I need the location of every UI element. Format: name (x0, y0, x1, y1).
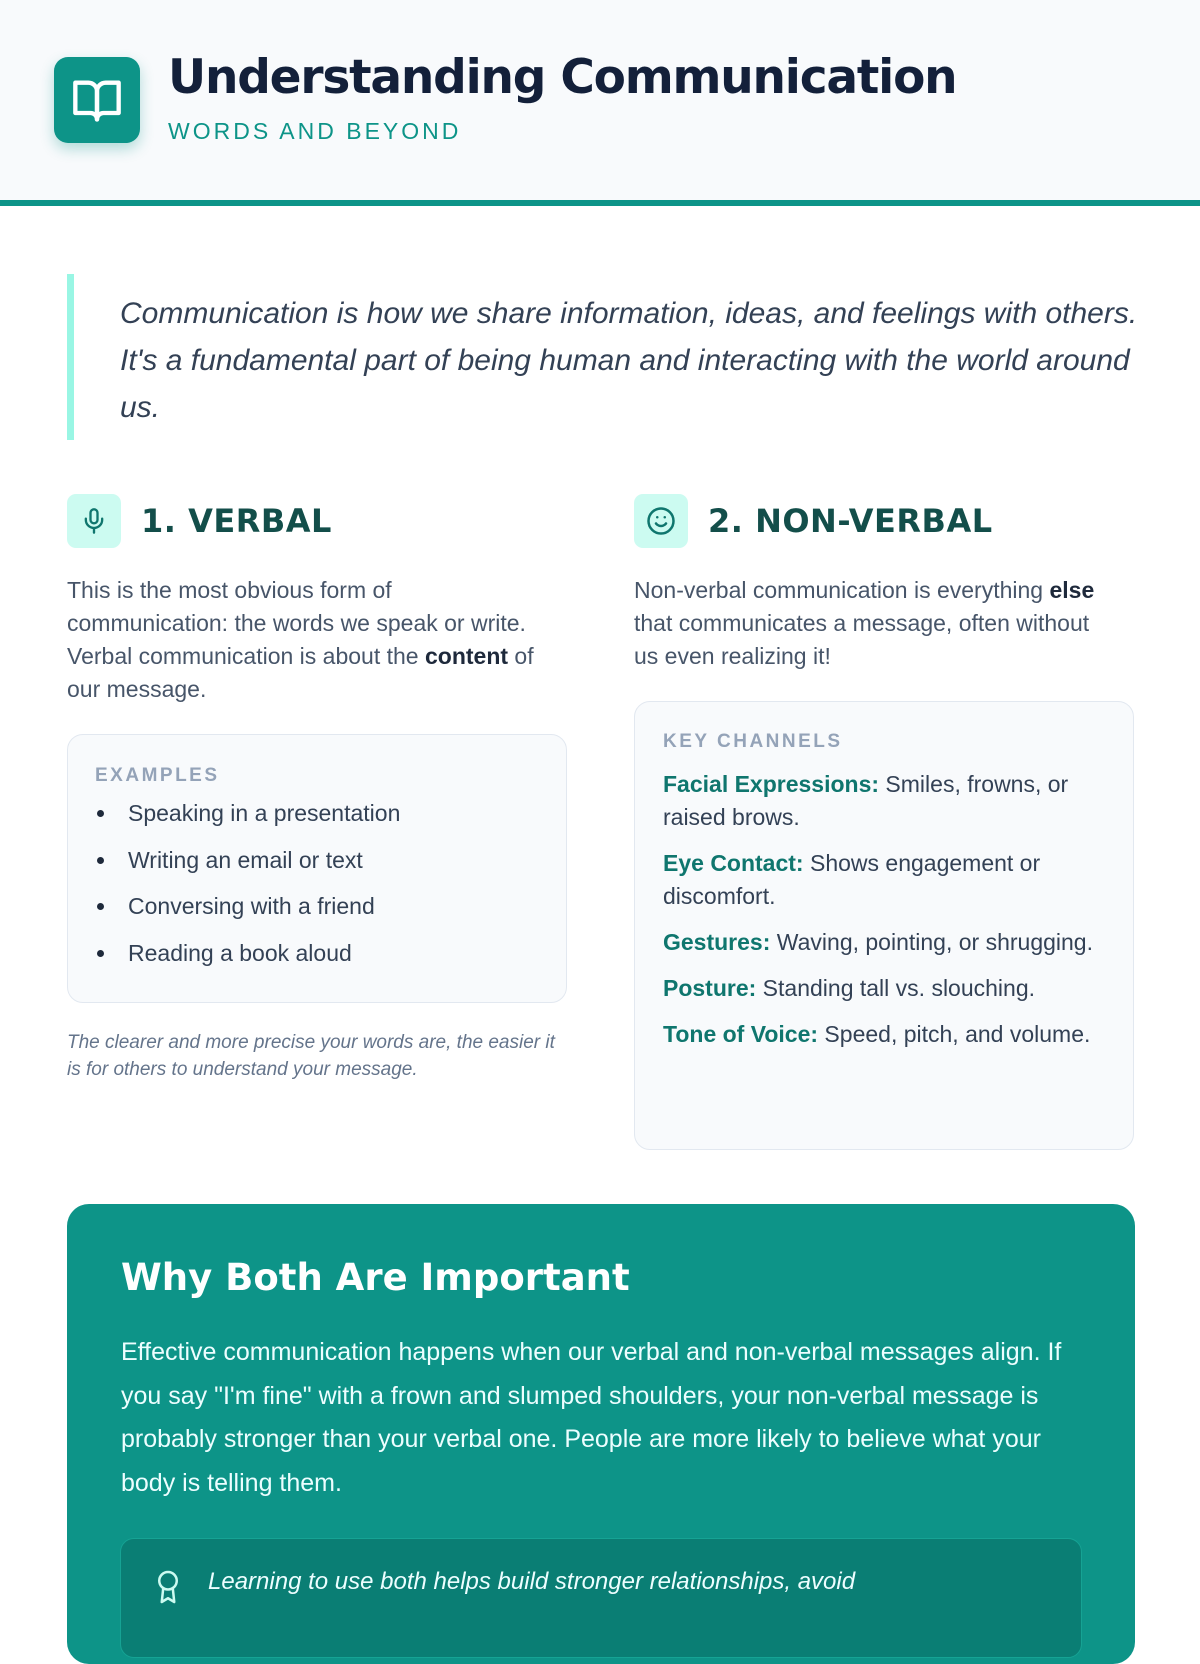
channel-name: Tone of Voice: (663, 1021, 819, 1047)
microphone-icon (67, 494, 121, 548)
channel-item (663, 926, 1107, 959)
channel-desc: Waving, pointing, or shrugging. (770, 929, 1093, 955)
verbal-text-part: This is the most obvious form of communication: the words we speak or write. Verbal communication is about the (67, 577, 526, 669)
verbal-text-emphasis: content (424, 643, 509, 669)
channel-name: Gestures: (663, 929, 771, 955)
intro-text: Communication is how we share information, ideas, and feelings with others. It's a fundamental part of being human and interacting with the world around us. (120, 297, 1138, 424)
page-subtitle: WORDS AND BEYOND (168, 118, 462, 144)
award-ribbon-icon (153, 1569, 183, 1610)
verbal-heading (67, 494, 332, 548)
nonverbal-title: 2. NON-VERBAL (708, 502, 993, 540)
verbal-description (67, 574, 542, 706)
channel-desc: Speed, pitch, and volume. (818, 1021, 1091, 1047)
smiley-face-icon (634, 494, 688, 548)
channel-item (663, 768, 1107, 834)
examples-label: EXAMPLES (95, 765, 220, 786)
channel-desc: Shows engagement or discomfort. (663, 850, 1041, 909)
importance-text: Effective communication happens when our verbal and non-verbal messages align. If you say "I'm fine" with a frown and slumped shoulders, your non-verbal message is probably stronger than your verbal one. People are more likely to believe what your body is telling them. (121, 1338, 1062, 1497)
tip-text: Learning to use both helps build stronger relationships, avoid (208, 1568, 856, 1595)
nonverbal-text-part: that communicates a message, often without us even realizing it! (634, 610, 1090, 669)
channels-label: KEY CHANNELS (663, 731, 843, 752)
page-title: Understanding Communication (168, 50, 957, 105)
importance-title: Why Both Are Important (121, 1256, 630, 1299)
examples-box (67, 734, 567, 1003)
channel-desc: Standing tall vs. slouching. (756, 975, 1036, 1001)
channel-name: Facial Expressions: (663, 771, 880, 797)
list-item: Reading a book aloud (95, 937, 540, 984)
nonverbal-description (634, 574, 1114, 673)
examples-list (95, 797, 540, 983)
channel-item (663, 972, 1107, 1005)
intro-quote (67, 274, 1142, 440)
verbal-title: 1. VERBAL (141, 502, 332, 540)
list-item: Speaking in a presentation (95, 797, 540, 844)
page-header (0, 0, 1200, 206)
channel-name: Eye Contact: (663, 850, 804, 876)
list-item: Writing an email or text (95, 844, 540, 891)
book-open-icon (54, 57, 140, 143)
importance-panel (67, 1204, 1135, 1664)
list-item: Conversing with a friend (95, 890, 540, 937)
channel-item (663, 847, 1107, 913)
channel-name: Posture: (663, 975, 757, 1001)
tip-callout (120, 1538, 1082, 1658)
channels-box (634, 701, 1134, 1150)
channel-item (663, 1018, 1107, 1051)
nonverbal-text-part: Non-verbal communication is everything (634, 577, 1050, 603)
nonverbal-heading (634, 494, 993, 548)
verbal-note: The clearer and more precise your words are, the easier it is for others to understand your message. (67, 1032, 555, 1080)
verbal-text-part: of our message. (67, 643, 534, 702)
channel-desc: Smiles, frowns, or raised brows. (663, 771, 1069, 830)
nonverbal-text-emphasis: else (1049, 577, 1095, 603)
